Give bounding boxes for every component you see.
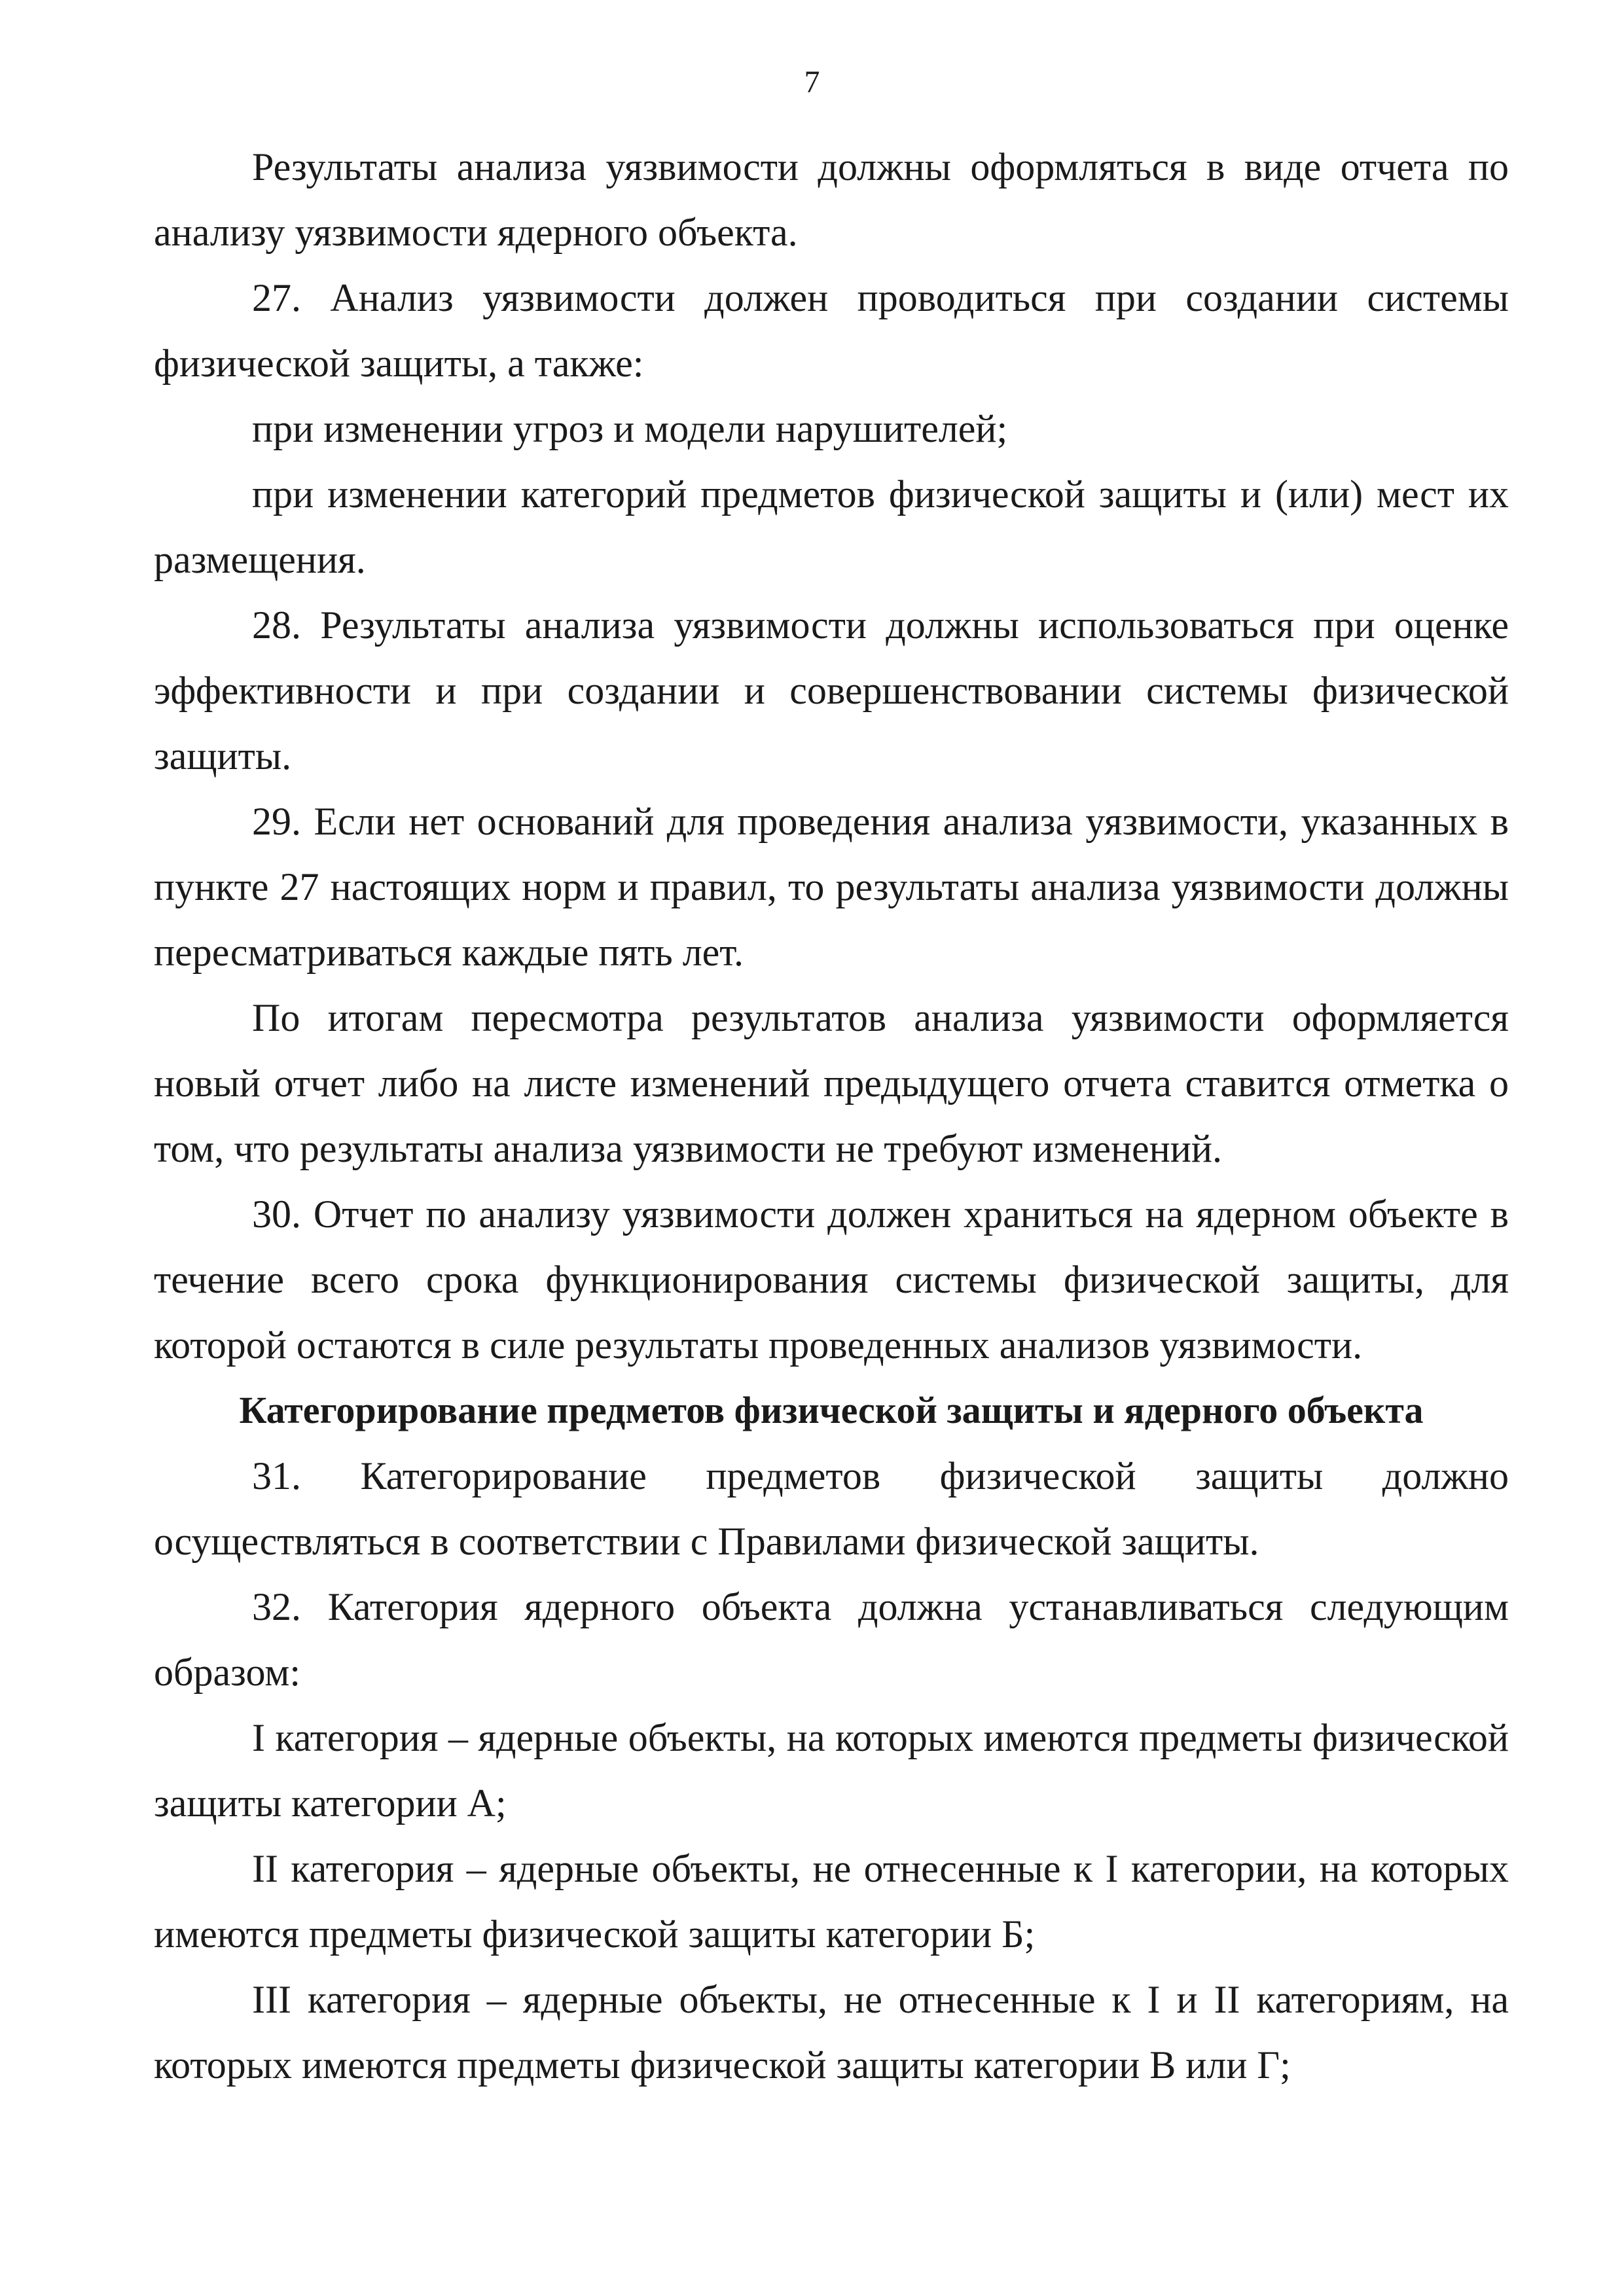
paragraph-threat-change: при изменении угроз и модели нарушителей; (252, 407, 1008, 450)
paragraph-28: 28. Результаты анализа уязвимости должны использоваться при оценке эффективности и при создании и совершенствовании системы физической защиты. (154, 603, 1509, 778)
category-i-item: I категория – ядерные объекты, на которых имеются предметы физической защиты категории А; (154, 1716, 1509, 1825)
category-iii-item: III категория – ядерные объекты, не отнесенные к I и II категориям, на которых имеются предметы физической защиты категории В или Г; (154, 1978, 1509, 2087)
paragraph-27: 27. Анализ уязвимости должен проводиться при создании системы физической защиты, а также: (154, 276, 1509, 385)
document-body (154, 134, 1509, 2098)
paragraph-32: 32. Категория ядерного объекта должна устанавливаться следующим образом: (154, 1585, 1509, 1694)
paragraph-29: 29. Если нет оснований для проведения анализа уязвимости, указанных в пункте 27 настоящих норм и правил, то результаты анализа уязвимости должны пересматриваться каждые пять лет. (154, 800, 1509, 974)
page-number: 7 (804, 65, 820, 99)
paragraph-category-change: при изменении категорий предметов физической защиты и (или) мест их размещения. (154, 473, 1509, 581)
paragraph-30: 30. Отчет по анализу уязвимости должен храниться на ядерном объекте в течение всего срока функционирования системы физической защиты, для которой остаются в силе результаты проведенных анализов уязвимости. (154, 1193, 1509, 1367)
category-ii-item: II категория – ядерные объекты, не отнесенные к I категории, на которых имеются предметы физической защиты категории Б; (154, 1847, 1509, 1956)
section-heading: Категорирование предметов физической защиты и ядерного объекта (239, 1389, 1424, 1431)
paragraph-report-format: Результаты анализа уязвимости должны оформляться в виде отчета по анализу уязвимости ядерного объекта. (154, 145, 1509, 254)
paragraph-31: 31. Категорирование предметов физической защиты должно осуществляться в соответствии с Правилами физической защиты. (154, 1454, 1509, 1563)
paragraph-review-result: По итогам пересмотра результатов анализа уязвимости оформляется новый отчет либо на листе изменений предыдущего отчета ставится отметка о том, что результаты анализа уязвимости не требуют изменений. (154, 996, 1509, 1170)
